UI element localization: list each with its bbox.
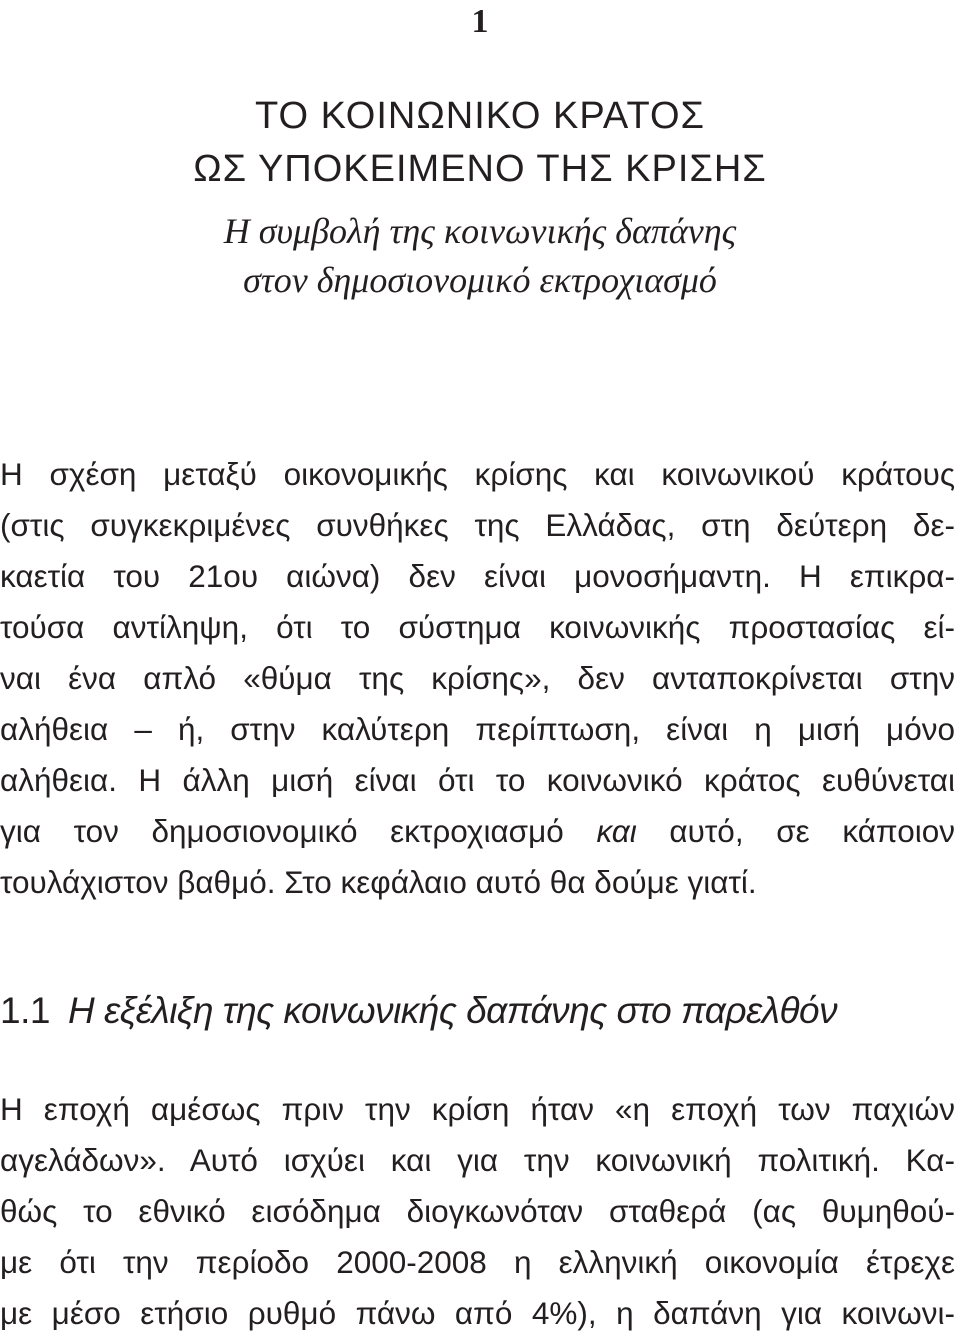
chapter-subtitle-line-2: στον δημοσιονομικό εκτροχιασμό	[243, 260, 717, 300]
paragraph-line: (στις συγκεκριμένες συνθήκες της Ελλάδας, στη δεύτερη δε-	[0, 507, 955, 543]
section-paragraph	[0, 1084, 955, 1339]
paragraph-line: αλήθεια. Η άλλη μισή είναι ότι το κοινωνικό κράτος ευθύνεται	[0, 762, 955, 798]
paragraph-line: καετία του 21ου αιώνα) δεν είναι μονοσήμαντη. Η επικρα-	[0, 558, 955, 594]
emphasized-word: και	[596, 813, 637, 849]
section-heading	[0, 987, 960, 1035]
paragraph-line: Η εποχή αμέσως πριν την κρίση ήταν «η εποχή των παχιών	[0, 1091, 955, 1127]
text-segment: για τον δημοσιονομικό εκτροχιασμό	[0, 813, 564, 849]
section-number: 1.1	[0, 990, 50, 1031]
section-title: Η εξέλιξη της κοινωνικής δαπάνης στο παρελθόν	[67, 990, 838, 1031]
chapter-subtitle-line-1: Η συμβολή της κοινωνικής δαπάνης	[223, 211, 737, 251]
paragraph-line: τούσα αντίληψη, ότι το σύστημα κοινωνικής προστασίας εί-	[0, 609, 955, 645]
text-segment: αυτό, σε κάποιον	[669, 813, 955, 849]
paragraph-line: με μέσο ετήσιο ρυθμό πάνω από 4%), η δαπάνη για κοινωνι-	[0, 1295, 955, 1331]
chapter-title-line-1: ΤΟ ΚΟΙΝΩΝΙΚΟ ΚΡΑΤΟΣ	[254, 95, 706, 137]
paragraph-line: αλήθεια – ή, στην καλύτερη περίπτωση, είναι η μισή μόνο	[0, 711, 955, 747]
paragraph-line: αγελάδων». Αυτό ισχύει και για την κοινωνική πολιτική. Κα-	[0, 1142, 955, 1178]
paragraph-line: με ότι την περίοδο 2000-2008 η ελληνική οικονομία έτρεχε	[0, 1244, 955, 1280]
chapter-number: 1	[471, 3, 489, 40]
paragraph-line: ναι ένα απλό «θύμα της κρίσης», δεν ανταποκρίνεται στην	[0, 660, 955, 696]
paragraph-line: τουλάχιστον βαθμό. Στο κεφάλαιο αυτό θα δούμε γιατί.	[0, 864, 757, 900]
paragraph-line-with-emphasis	[0, 806, 955, 857]
paragraph-line: θώς το εθνικό εισόδημα διογκωνόταν σταθερά (ας θυμηθού-	[0, 1193, 955, 1229]
paragraph-line: Η σχέση μεταξύ οικονομικής κρίσης και κοινωνικού κράτους	[0, 456, 955, 492]
intro-paragraph	[0, 449, 955, 908]
chapter-title-line-2: ΩΣ ΥΠΟΚΕΙΜΕΝΟ ΤΗΣ ΚΡΙΣΗΣ	[193, 148, 767, 190]
